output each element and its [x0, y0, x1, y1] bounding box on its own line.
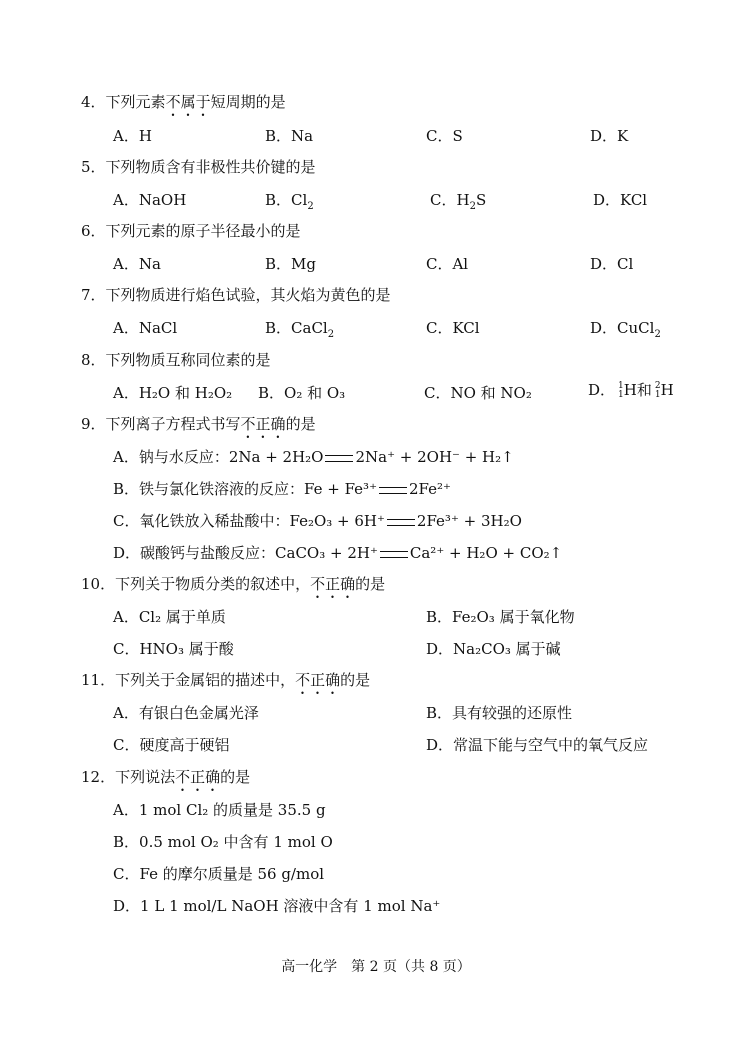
option-b[interactable]: B．具有较强的还原性 [426, 704, 573, 722]
option-text: S [475, 191, 487, 209]
element-symbol: H [623, 381, 637, 399]
emphasis-text: 不正确 [310, 575, 356, 593]
question-text: 11．下列关于金属铝的描述中， [81, 671, 296, 689]
question-10 [81, 574, 385, 602]
option-c[interactable]: C．Al [426, 255, 469, 273]
option-text: C．H [430, 191, 470, 209]
option-c[interactable] [430, 190, 486, 217]
option-c[interactable] [113, 511, 522, 531]
question-text: 的是 [285, 415, 316, 433]
emphasis-text: 不正确 [240, 415, 286, 433]
option-a[interactable]: A．H₂O 和 H₂O₂ [113, 384, 233, 402]
option-a[interactable]: A．1 mol Cl₂ 的质量是 35.5 g [113, 801, 326, 819]
atomic-number: 1 [618, 390, 624, 400]
question-text: 9．下列离子方程式书写 [81, 415, 241, 433]
option-c[interactable]: C．KCl [426, 319, 480, 337]
question-11 [81, 670, 370, 698]
equals-sign [379, 487, 407, 494]
equation-right: 2Fe²⁺ [409, 480, 451, 498]
mass-number: 1 [618, 381, 624, 391]
option-d[interactable] [590, 318, 661, 345]
emphasis-text: 不正确 [295, 671, 341, 689]
atomic-number: 1 [654, 390, 661, 400]
option-a[interactable]: A．NaCl [113, 319, 178, 337]
option-b[interactable] [265, 318, 334, 345]
option-b[interactable] [265, 190, 314, 217]
option-text: 和 [636, 381, 652, 399]
subscript: 2 [307, 201, 314, 212]
option-text: B．CaCl [265, 319, 328, 337]
option-d[interactable]: D．Na₂CO₃ 属于碱 [426, 640, 561, 658]
option-b[interactable]: B．0.5 mol O₂ 中含有 1 mol O [113, 833, 333, 851]
equation-right: Ca²⁺ + H₂O + CO₂↑ [409, 544, 563, 562]
question-4 [81, 92, 286, 120]
option-c[interactable]: C．硬度高于硬铝 [113, 736, 230, 754]
equation-left: D．碳酸钙与盐酸反应：CaCO₃ + 2H⁺ [113, 544, 378, 562]
equation-left: B．铁与氯化铁溶液的反应：Fe + Fe³⁺ [113, 480, 377, 498]
option-b[interactable]: B．Fe₂O₃ 属于氧化物 [426, 608, 575, 626]
option-a[interactable]: A．H [113, 127, 152, 145]
question-text: 的是 [340, 671, 371, 689]
option-c[interactable]: C．Fe 的摩尔质量是 56 g/mol [113, 865, 325, 883]
subscript: 2 [654, 329, 661, 340]
emphasis-text: 不正确 [175, 768, 221, 786]
question-8: 8．下列物质互称同位素的是 [81, 351, 271, 369]
option-b[interactable]: B．Mg [265, 255, 316, 273]
question-number: 4． [81, 93, 106, 111]
option-c[interactable]: C．NO 和 NO₂ [424, 384, 532, 402]
question-text: 短周期的是 [210, 93, 286, 111]
question-text: 的是 [355, 575, 386, 593]
equation-left: A．钠与水反应：2Na + 2H₂O [113, 448, 324, 466]
option-d[interactable]: D．1 L 1 mol/L NaOH 溶液中含有 1 mol Na⁺ [113, 897, 441, 915]
equals-sign [380, 551, 408, 558]
question-12 [81, 767, 250, 795]
option-a[interactable]: A．Cl₂ 属于单质 [113, 608, 226, 626]
option-d[interactable] [113, 543, 562, 563]
option-d[interactable]: D．KCl [593, 191, 648, 209]
page-footer: 高一化学 第 2 页（共 8 页） [281, 959, 471, 975]
equation-left: C．氧化铁放入稀盐酸中：Fe₂O₃ + 6H⁺ [113, 512, 385, 530]
option-a[interactable]: A．有银白色金属光泽 [113, 704, 259, 722]
question-text: 12．下列说法 [81, 768, 176, 786]
equals-sign [387, 519, 415, 526]
equation-right: 2Fe³⁺ + 3H₂O [416, 512, 522, 530]
option-d[interactable] [588, 380, 674, 400]
question-text: 下列元素 [105, 93, 166, 111]
option-b[interactable] [113, 479, 451, 499]
option-text: D．CuCl [590, 319, 655, 337]
option-b[interactable]: B．Na [265, 127, 314, 145]
subscript: 2 [469, 201, 476, 212]
equation-right: 2Na⁺ + 2OH⁻ + H₂↑ [355, 448, 514, 466]
question-7: 7．下列物质进行焰色试验，其火焰为黄色的是 [81, 286, 391, 304]
mass-number: 2 [654, 381, 661, 391]
option-letter: D． [588, 381, 616, 399]
question-text: 10．下列关于物质分类的叙述中， [81, 575, 311, 593]
option-a[interactable]: A．Na [113, 255, 161, 273]
question-text: 的是 [220, 768, 251, 786]
element-symbol: H [660, 381, 674, 399]
question-6: 6．下列元素的原子半径最小的是 [81, 222, 301, 240]
question-5: 5．下列物质含有非极性共价键的是 [81, 158, 316, 176]
option-b[interactable]: B．O₂ 和 O₃ [258, 384, 346, 402]
option-a[interactable] [113, 447, 514, 467]
option-c[interactable]: C．S [426, 127, 463, 145]
question-9 [81, 414, 316, 442]
option-d[interactable]: D．Cl [590, 255, 634, 273]
option-d[interactable]: D．常温下能与空气中的氧气反应 [426, 736, 649, 754]
option-a[interactable]: A．NaOH [113, 191, 187, 209]
emphasis-text: 不属于 [165, 93, 211, 111]
option-d[interactable]: D．K [590, 127, 629, 145]
subscript: 2 [327, 329, 335, 340]
equals-sign [325, 455, 353, 462]
option-text: B．Cl [265, 191, 308, 209]
option-c[interactable]: C．HNO₃ 属于酸 [113, 640, 234, 658]
